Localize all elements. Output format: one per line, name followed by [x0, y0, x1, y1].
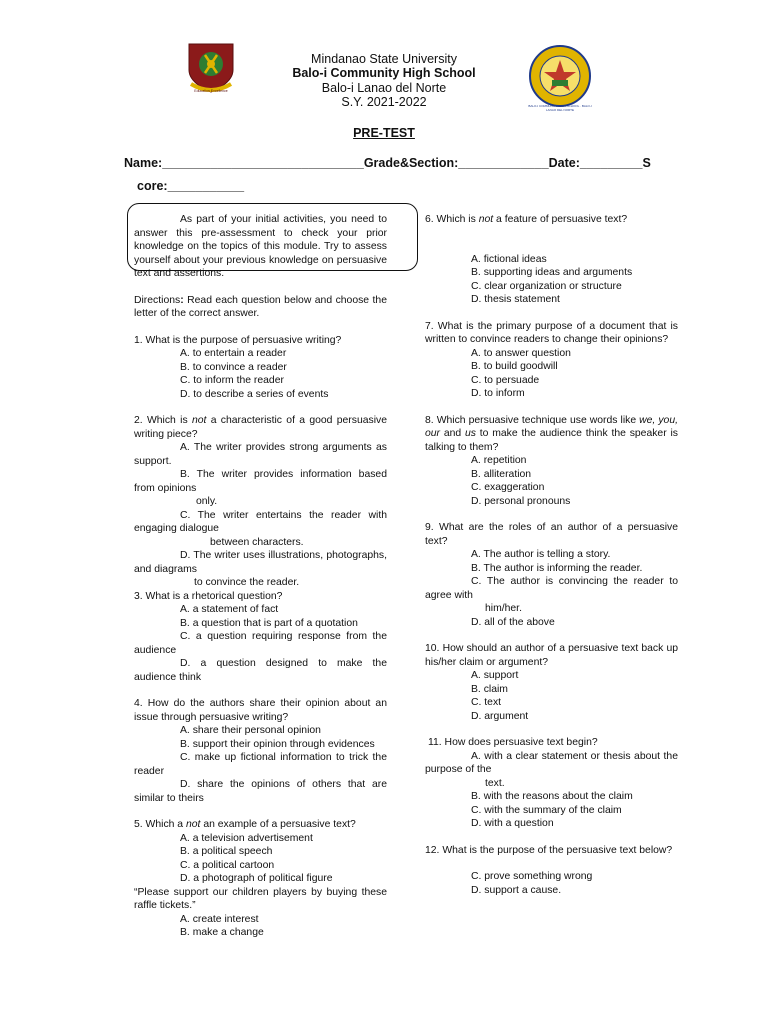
q11-option-a-cont: text.: [485, 777, 505, 789]
q9-option-b: B. The author is informing the reader.: [471, 562, 643, 574]
q7-option-d: D. to inform: [471, 388, 525, 399]
quote-option-a: A. create interest: [180, 913, 259, 925]
q2-emphasis: not: [191, 415, 207, 426]
q8-option-a: A. repetition: [471, 455, 527, 466]
q5-option-b: B. a political speech: [180, 846, 273, 857]
question-5-stem: [134, 818, 387, 832]
university-name: Mindanao State University: [311, 52, 457, 66]
q8-option-b: B. alliteration: [471, 468, 532, 480]
q4-option-c: C. make up fictional information to trick the reader: [134, 752, 387, 777]
question-2-stem: [134, 414, 387, 441]
q3-option-a: A. a statement of fact: [180, 604, 279, 615]
directions-colon: :: [180, 294, 184, 306]
seal-ribbon-text: Education Excellence: [194, 89, 228, 93]
q7-option-b: B. to build goodwill: [471, 361, 558, 372]
school-year: S.Y. 2021-2022: [341, 95, 427, 109]
q5-pre: 5. Which a: [134, 819, 186, 830]
q3-option-c: C. a question requiring response from the audience: [134, 631, 387, 656]
q10-option-b: B. claim: [471, 683, 508, 695]
q8-emphasis-1: we, you, our: [425, 414, 678, 439]
question-11-stem: 11. How does persuasive text begin?: [428, 737, 598, 748]
q12-option-d: D. support a cause.: [471, 884, 562, 896]
q2-option-a: A. The writer provides strong arguments as support.: [134, 442, 387, 467]
q10-option-d: D. argument: [471, 710, 529, 722]
q2-option-b: B. The writer provides information based from opinions: [134, 469, 387, 494]
directions: [134, 294, 387, 321]
q6-option-c: C. clear organization or structure: [471, 280, 622, 292]
q1-option-b: B. to convince a reader: [180, 361, 287, 373]
page-title: PRE-TEST: [353, 126, 415, 140]
q11-option-b: B. with the reasons about the claim: [471, 791, 633, 802]
school-address: Balo-i Lanao del Norte: [321, 81, 447, 95]
raffle-quote: “Please support our children players by buying these raffle tickets.”: [134, 886, 387, 911]
q11-option-d: D. with a question: [471, 818, 554, 829]
q8-option-d: D. personal pronouns: [471, 495, 571, 507]
question-6-stem: [425, 213, 678, 227]
q11-option-a: A. with a clear statement or thesis about the purpose of the: [425, 750, 678, 775]
q2-pre: 2. Which is: [134, 415, 192, 426]
q4-option-a: A. share their personal opinion: [180, 725, 321, 736]
q5-emphasis: not: [185, 819, 201, 830]
question-8-stem: [425, 414, 678, 455]
q6-post: a feature of persuasive text?: [493, 214, 628, 225]
q2-post: a characteristic of a good persuasive writing piece?: [134, 415, 388, 440]
q6-option-b: B. supporting ideas and arguments: [471, 267, 633, 278]
right-column: [425, 213, 678, 897]
q6-option-a: A. fictional ideas: [471, 253, 547, 265]
q4-option-d: D. share the opinions of others that are similar to theirs: [134, 779, 387, 804]
q3-option-b: B. a question that is part of a quotation: [180, 617, 358, 629]
left-column: [134, 213, 387, 940]
q6-emphasis: not: [478, 214, 494, 225]
q9-option-d: D. all of the above: [471, 616, 555, 628]
q6-option-d: D. thesis statement: [471, 294, 560, 305]
q5-option-c: C. a political cartoon: [180, 859, 275, 871]
seal-ring-text: BALO-I COMMUNITY HIGH SCHOOL · BALO-I LANAO DEL NORTE: [528, 104, 592, 112]
q2-option-b-cont: only.: [196, 496, 218, 507]
q1-option-c: C. to inform the reader: [180, 375, 284, 386]
q12-option-c: C. prove something wrong: [471, 871, 593, 882]
q10-option-a: A. support: [471, 670, 519, 681]
school-name: Balo-i Community High School: [292, 66, 476, 80]
q5-post: an example of a persuasive text?: [200, 819, 356, 830]
q2-option-d-cont: to convince the reader.: [194, 577, 300, 588]
question-3-stem: 3. What is a rhetorical question?: [134, 590, 283, 602]
question-4-stem: 4. How do the authors share their opinion about an issue through persuasive writing?: [134, 698, 387, 723]
score-field: core:___________: [137, 179, 245, 193]
name-grade-date-fields: Name:_____________________________Grade&Section:_____________Date:_________S: [124, 156, 651, 170]
intro-paragraph: As part of your initial activities, you need to answer this pre-assessment to check your prior knowledge on the topics of this module. Try to assess yourself about your previous knowledge on persuasive text and assertions.: [134, 214, 387, 279]
q1-option-d: D. to describe a series of events: [180, 388, 329, 400]
quote-option-b: B. make a change: [180, 927, 264, 938]
q8-option-c: C. exaggeration: [471, 482, 545, 493]
question-12-stem: 12. What is the purpose of the persuasive text below?: [425, 844, 673, 856]
q8-mid: and: [440, 428, 465, 439]
q7-option-c: C. to persuade: [471, 374, 540, 386]
q3-option-d: D. a question designed to make the audience think: [134, 658, 387, 683]
q10-option-c: C. text: [471, 697, 502, 708]
q11-option-c: C. with the summary of the claim: [471, 804, 622, 816]
q7-option-a: A. to answer question: [471, 347, 571, 359]
directions-text: Read each question below and choose the letter of the correct answer.: [134, 294, 387, 319]
q9-option-c: C. The author is convincing the reader to agree with: [425, 576, 678, 601]
q8-post: to make the audience think the speaker is talking to them?: [425, 428, 678, 453]
q1-option-a: A. to entertain a reader: [180, 348, 287, 359]
q6-pre: 6. Which is: [425, 214, 479, 225]
q2-option-c: C. The writer entertains the reader with engaging dialogue: [134, 509, 387, 534]
question-10-stem: 10. How should an author of a persuasive text back up his/her claim or argument?: [425, 643, 678, 668]
directions-label: Directions: [134, 294, 181, 306]
question-9-stem: 9. What are the roles of an author of a persuasive text?: [425, 522, 678, 547]
q9-option-c-cont: him/her.: [485, 603, 522, 614]
q5-option-d: D. a photograph of political figure: [180, 873, 333, 884]
q2-option-d: D. The writer uses illustrations, photographs, and diagrams: [134, 550, 387, 575]
question-1-stem: 1. What is the purpose of persuasive writing?: [134, 334, 342, 346]
question-7-stem: 7. What is the primary purpose of a document that is written to convince readers to change their opinions?: [425, 320, 678, 345]
q4-option-b: B. support their opinion through evidences: [180, 738, 375, 750]
q2-option-c-cont: between characters.: [210, 536, 304, 548]
q5-option-a: A. a television advertisement: [180, 832, 313, 844]
q8-pre: 8. Which persuasive technique use words like: [425, 414, 640, 426]
q9-option-a: A. The author is telling a story.: [471, 549, 611, 560]
q8-emphasis-2: us: [464, 428, 476, 439]
